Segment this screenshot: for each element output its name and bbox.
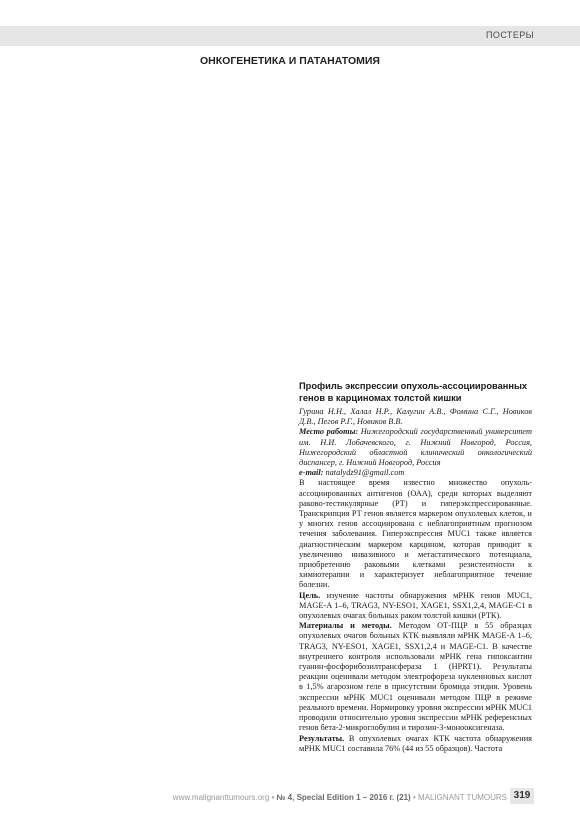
page-section-title: ОНКОГЕНЕТИКА И ПАТАНАТОМИЯ — [200, 55, 380, 67]
results-text: В опухолевых очагах КТК частота обнаружения мРНК MUC1 составила 76% (44 из 55 образцов). Частота — [299, 733, 532, 753]
email-text[interactable]: natalydz91@gmail.com — [323, 468, 405, 478]
intro-paragraph: В настоящее время известно множество опухоль-ассоциированных антигенов (ОАА), среди которых выделяют раково-тестикулярные (РТ) и гиперэкспрессированные. Транскрипция РТ генов является маркером опухолевых клеток, и у многих генов ассоциирована с неблагоприятным прогнозом течения заболевания. Гиперэкспрессия MUC1 также является диагностическим маркером карцином, которая приводит к увеличению инвазивного и метастатического потенциала, приобретению раковыми клетками резистентности к химиотерапии и характеризует неблагоприятное течение болезни. — [299, 478, 532, 590]
article-column — [299, 381, 532, 754]
footer-issue: № 4, Special Edition 1 – 2016 г. (21) — [276, 793, 411, 802]
aim-paragraph — [299, 591, 532, 622]
workplace-label: Место работы: — [299, 427, 359, 437]
article-authors: Гурина Н.Н., Халал Н.Р., Калугин А.В., Фомина С.Г., Новиков Д.В., Пегов Р.Г., Новиков В.В. — [299, 407, 532, 427]
email-label: e-mail: — [299, 468, 324, 478]
methods-label: Материалы и методы. — [299, 621, 392, 631]
footer-journal: MALIGNANT TUMOURS — [417, 793, 507, 802]
footer-text: www.malignanttumours.org • № 4, Special Edition 1 – 2016 г. (21) • MALIGNANT TUMOURS — [172, 793, 507, 802]
aim-text: изучение частоты обнаружения мРНК генов MUC1, MAGE-A 1–6, TRAG3, NY-ESO1, XAGE1, SSX1,2,4, MAGE-C1 в опухолевых очагах больных раком толстой кишки (РТК). — [299, 590, 532, 621]
methods-text: Методом ОТ-ПЦР в 55 образцах опухолевых очагов больных КТК выявляли мРНК MAGE-A 1–6, TRAG3, NY-ESO1, XAGE1, SSX1,2,4 и MAGE-C1. В качестве внутреннего контроля использовали мРНК гена гипоксантин гуанин-фосфорибозилтрансфераза 1 (HPRT1). Результаты реакции оценивали методом электрофореза нуклеиновых кислот в 1,5% агарозном геле в присутствии бромида этидия. Уровень экспрессии мРНК MUC1 оценивали методом ПЦР в режиме реального времени. Нормировку уровня экспрессии мРНК MUC1 проводили относительно уровня экспрессии мРНК референсных генов бета-2-микроглобулин и тирозин-3-монооксигеназа. — [299, 621, 532, 733]
email — [299, 468, 532, 478]
article-title: Профиль экспрессии опухоль-ассоциированных генов в карциномах толстой кишки — [299, 381, 528, 403]
workplace — [299, 427, 532, 468]
workplace-text: Нижегородский государственный университет им. Н.И. Лобачевского, г. Нижний Новгород, Россия, Нижегородский областной клинический онкологический диспансер, г. Нижний Новгород, Россия — [299, 427, 532, 468]
aim-label: Цель. — [299, 590, 321, 600]
results-paragraph — [299, 734, 532, 754]
methods-paragraph — [299, 621, 532, 733]
page-footer — [0, 786, 580, 806]
results-label: Результаты. — [299, 733, 345, 743]
page-number: 319 — [510, 788, 534, 804]
header-bar — [0, 26, 580, 46]
section-label: ПОСТЕРЫ — [486, 30, 534, 40]
footer-site[interactable]: www.malignanttumours.org — [172, 793, 270, 802]
